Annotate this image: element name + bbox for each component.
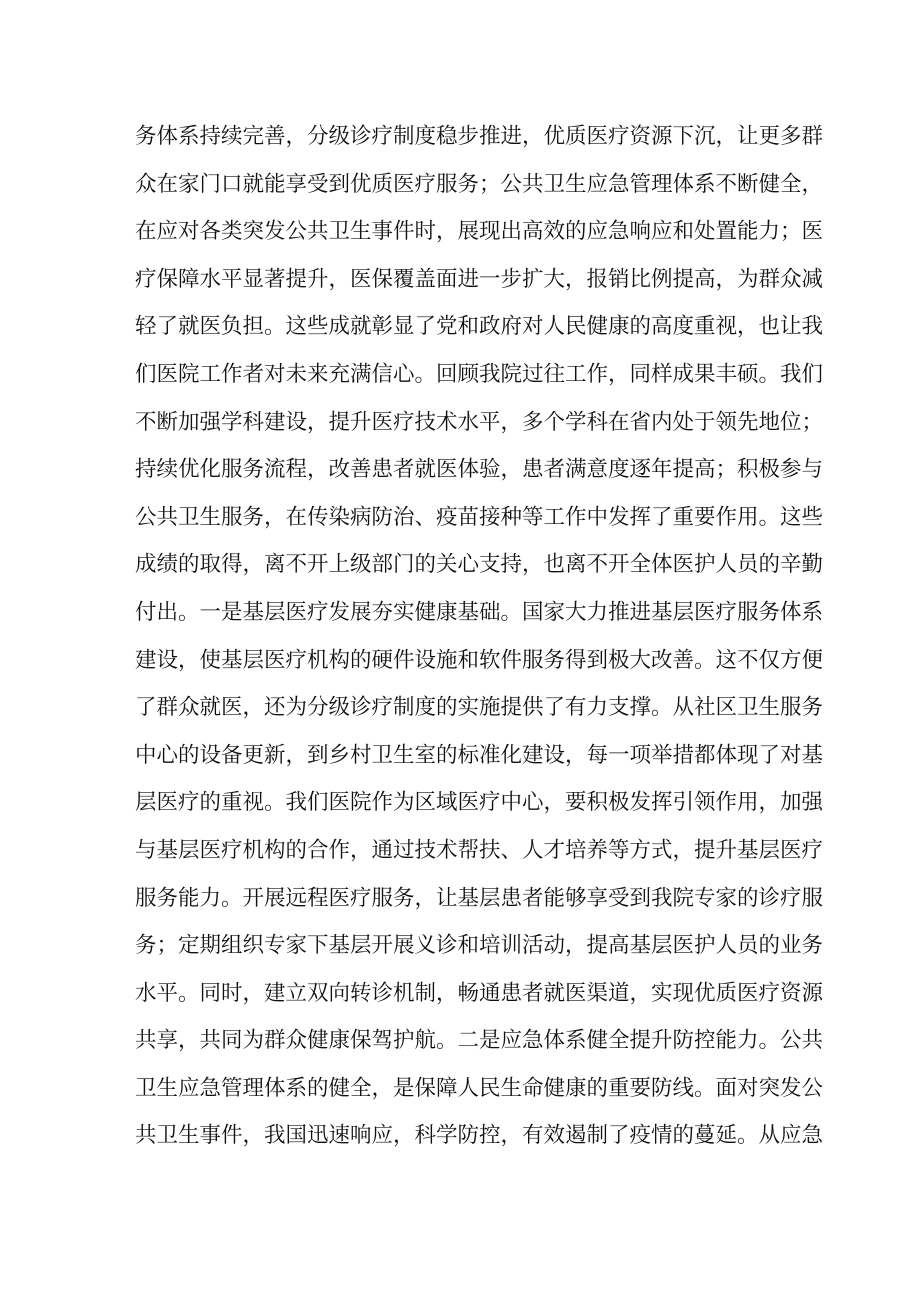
text-line: 建设，使基层医疗机构的硬件设施和软件服务得到极大改善。这不仅方便 bbox=[135, 647, 824, 673]
body-text bbox=[135, 113, 824, 1160]
text-line: 层医疗的重视。我们医院作为区域医疗中心，要积极发挥引领作用，加强 bbox=[135, 790, 824, 816]
text-line: 卫生应急管理体系的健全，是保障人民生命健康的重要防线。面对突发公 bbox=[135, 1075, 824, 1101]
text-line: 共卫生事件，我国迅速响应，科学防控，有效遏制了疫情的蔓延。从应急 bbox=[135, 1123, 824, 1149]
text-line: 不断加强学科建设，提升医疗技术水平，多个学科在省内处于领先地位； bbox=[135, 409, 824, 435]
text-line: 与基层医疗机构的合作，通过技术帮扶、人才培养等方式，提升基层医疗 bbox=[135, 837, 824, 863]
text-line: 公共卫生服务，在传染病防治、疫苗接种等工作中发挥了重要作用。这些 bbox=[135, 504, 824, 530]
text-line: 务体系持续完善，分级诊疗制度稳步推进，优质医疗资源下沉，让更多群 bbox=[135, 124, 824, 149]
text-line: 轻了就医负担。这些成就彰显了党和政府对人民健康的高度重视，也让我 bbox=[135, 314, 824, 340]
text-line: 疗保障水平显著提升，医保覆盖面进一步扩大，报销比例提高，为群众减 bbox=[135, 266, 824, 292]
text-line: 在应对各类突发公共卫生事件时，展现出高效的应急响应和处置能力；医 bbox=[135, 219, 824, 245]
text-line: 了群众就医，还为分级诊疗制度的实施提供了有力支撑。从社区卫生服务 bbox=[135, 695, 824, 721]
text-line: 中心的设备更新，到乡村卫生室的标准化建设，每一项举措都体现了对基 bbox=[135, 742, 824, 768]
text-line: 众在家门口就能享受到优质医疗服务；公共卫生应急管理体系不断健全， bbox=[135, 171, 824, 197]
text-line: 服务能力。开展远程医疗服务，让基层患者能够享受到我院专家的诊疗服 bbox=[135, 885, 824, 911]
text-line: 务；定期组织专家下基层开展义诊和培训活动，提高基层医护人员的业务 bbox=[135, 933, 824, 959]
text-line: 共享，共同为群众健康保驾护航。二是应急体系健全提升防控能力。公共 bbox=[135, 1028, 824, 1054]
text-line: 付出。一是基层医疗发展夯实健康基础。国家大力推进基层医疗服务体系 bbox=[135, 599, 824, 625]
text-line: 成绩的取得，离不开上级部门的关心支持，也离不开全体医护人员的辛勤 bbox=[135, 552, 824, 578]
text-line: 持续优化服务流程，改善患者就医体验，患者满意度逐年提高；积极参与 bbox=[135, 457, 824, 483]
text-line: 水平。同时，建立双向转诊机制，畅通患者就医渠道，实现优质医疗资源 bbox=[135, 980, 824, 1006]
text-line: 们医院工作者对未来充满信心。回顾我院过往工作，同样成果丰硕。我们 bbox=[135, 361, 824, 387]
